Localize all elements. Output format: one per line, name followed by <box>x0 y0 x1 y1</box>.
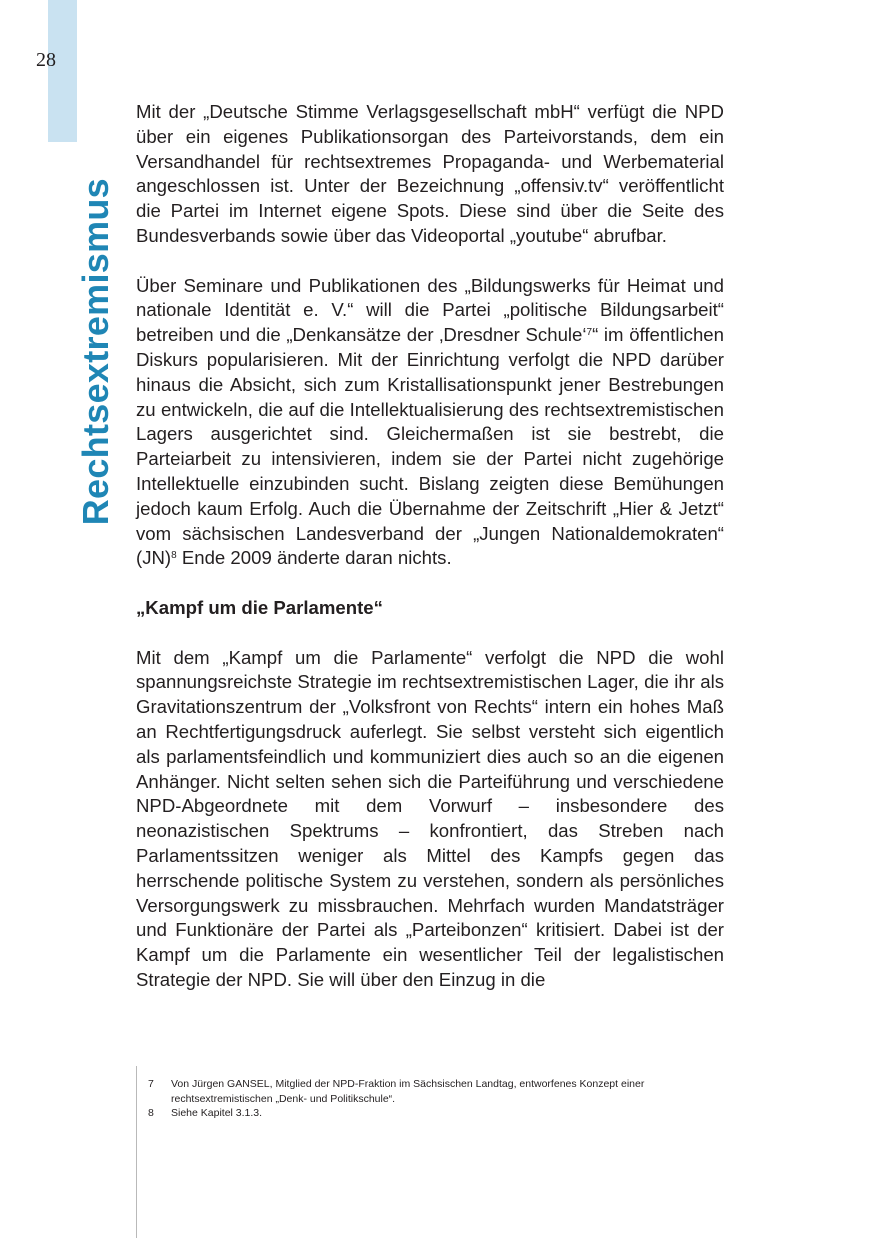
paragraph-education-part-2: “ im öffentlichen Diskurs popularisieren. Mit der Einrichtung verfolgt die NPD darüber hinaus die Absicht, sich zum Kristallisationspunkt jener Bestrebungen zu entwickeln, die auf die Intellektualisierung des rechtsextremistischen Lagers ausgerichtet sind. Gleichermaßen ist sie bestrebt, die Parteiarbeit zu intensivieren, indem sie der Partei nicht zugehörige Intellektuelle einzubinden sucht. Bislang zeigten diese Bemühungen jedoch kaum Erfolg. Auch die Übernahme der Zeitschrift „Hier & Jetzt“ vom sächsischen Landesverband der „Jungen Nationaldemokraten“ (JN) <box>136 324 724 569</box>
paragraph-education-part-3: Ende 2009 änderte daran nichts. <box>176 547 452 569</box>
footnotes <box>148 1077 724 1121</box>
paragraph-education-part-1: Über Seminare und Publikationen des „Bildungswerks für Heimat und nationale Identität e. V.“ will die Partei „politische Bildungsarbeit“ betreiben und die „Denkansätze der ‚Dresdner Schule‘ <box>136 274 724 346</box>
section-heading: „Kampf um die Parlamente“ <box>136 596 383 618</box>
paragraph-education <box>136 274 724 572</box>
footnote-text: Von Jürgen GANSEL, Mitglied der NPD-Fraktion im Sächsischen Landtag, entworfenes Konzept einer rechtsextremistischen „Denk- und Politikschule“. <box>171 1078 645 1105</box>
paragraph-publishing: Mit der „Deutsche Stimme Verlagsgesellschaft mbH“ verfügt die NPD über ein eigenes Publikationsorgan des Parteivorstands, dem ein Versandhandel für rechtsextremes Propaganda- und Werbematerial angeschlossen ist. Unter der Bezeichnung „offensiv.tv“ veröffentlicht die Partei im Internet eigene Spots. Diese sind über die Seite des Bundesverbands sowie über das Videoportal „youtube“ abrufbar. <box>136 101 724 246</box>
main-text <box>136 100 724 993</box>
footnote-number: 7 <box>148 1078 154 1090</box>
footnote-ref-7: 7 <box>586 327 593 339</box>
footnote <box>148 1106 724 1121</box>
footnote-text: Siehe Kapitel 3.1.3. <box>171 1107 263 1119</box>
footnote-divider <box>136 1066 137 1238</box>
paragraph-parliaments: Mit dem „Kampf um die Parlamente“ verfolgt die NPD die wohl spannungsreichste Strategie im rechtsextremistischen Lager, die ihr als Gravitationszentrum der „Volksfront von Rechts“ intern ein hohes Maß an Rechtfertigungsdruck auferlegt. Sie selbst versteht sich eigentlich als parlamentsfeindlich und kommuniziert dies auch so an die eigenen Anhänger. Nicht selten sehen sich die Parteiführung und verschiedene NPD-Abgeordnete mit dem Vorwurf – insbesondere des neonazistischen Spektrums – konfrontiert, das Streben nach Parlamentssitzen weniger als Mittel des Kampfs gegen das herrschende politische System zu verstehen, sondern als persönliches Versorgungswerk zu missbrauchen. Mehrfach wurden Mandatsträger und Funktionäre der Partei als „Parteibonzen“ kritisiert. Dabei ist der Kampf um die Parlamente ein wesentlicher Teil der legalistischen Strategie der NPD. Sie will über den Einzug in die <box>136 646 724 990</box>
section-title: Rechtsextremismus <box>75 178 116 526</box>
page-number: 28 <box>36 49 56 71</box>
footnote <box>148 1077 724 1106</box>
footnote-number: 8 <box>148 1107 154 1119</box>
footnote-ref-8: 8 <box>171 550 177 562</box>
